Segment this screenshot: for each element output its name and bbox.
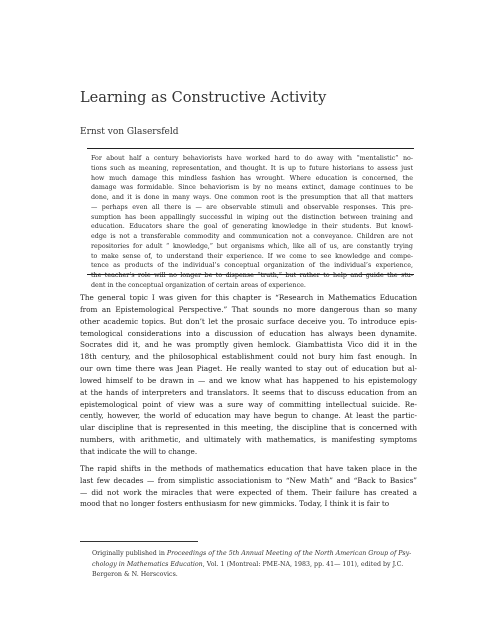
footnote-prefix: Originally published in <box>92 550 167 557</box>
abstract-line: repositories for adult “ knowledge,” but organisms which, like all of us, are constantly trying <box>91 242 413 250</box>
abstract-line: sumption has been appallingly successful in wiping out the distinction between training and <box>91 213 413 221</box>
footnote-last: Bergeron & N. Herscovics. <box>92 571 178 578</box>
author-name: Ernst von Glasersfeld <box>80 127 179 137</box>
paragraph-line: ular discipline that is represented in this meeting, the discipline that is concerned with <box>80 423 417 433</box>
paragraph-line: lowed himself to be drawn in — and we know what has happened to his epistemology <box>80 375 417 385</box>
abstract-block <box>91 154 413 291</box>
abstract-line: done, and it is done in many ways. One common root is the presumption that all that matters <box>91 194 413 201</box>
abstract-line: to make sense of, to understand their experience. If we come to see knowledge and compe- <box>91 252 413 260</box>
abstract-bottom-rule <box>87 274 414 275</box>
paragraph-line: numbers, with arithmetic, and ultimately with mathematics, is manifesting symptoms <box>80 435 417 445</box>
abstract-line: — perhaps even all there is — are observable stimuli and observable responses. This pre- <box>91 203 413 211</box>
paragraph-line: our own time there was Jean Piaget. He really wanted to stay out of education but al- <box>80 364 417 374</box>
abstract-line: edge is not a transferable commodity and communication not a conveyance. Children are not <box>91 233 413 240</box>
footnote <box>92 549 414 581</box>
abstract-line: damage was formidable. Since behaviorism is by no means extinct, damage continues to be <box>91 184 413 192</box>
abstract-line: For about half a century behaviorists have worked hard to do away with “mentalistic” no- <box>91 155 413 162</box>
paragraph-line: The general topic I was given for this chapter is “Research in Mathematics Education <box>80 293 417 302</box>
abstract-line: tions such as meaning, representation, and thought. It is up to future historians to assess just <box>91 164 413 172</box>
abstract-top-rule <box>87 148 414 149</box>
paragraph-line: The rapid shifts in the methods of mathematics education that have taken place in the <box>80 463 417 473</box>
abstract-line: tence as products of the individual’s conceptual organization of the individual’s experience, <box>91 262 413 270</box>
footnote-suffix: , Vol. 1 (Montreal: PME-NA, 1983, pp. 41— 101), edited by J.C. <box>202 560 404 568</box>
paragraph-line: that indicate the will to change. <box>80 446 198 456</box>
paragraph-line: mood that no longer fosters enthusiasm for new gimmicks. Today, I think it is fair to <box>80 499 390 509</box>
paragraph-line: last few decades — from simplistic associationism to “New Math” and “Back to Basics” <box>80 475 417 485</box>
abstract-line: dent in the conceptual organization of certain areas of experience. <box>91 281 306 289</box>
paragraph-line: 18th century, and the philosophical establishment could not bury him fast enough. In <box>80 352 417 362</box>
abstract-line: how much damage this mindless fashion has wrought. Where education is concerned, the <box>91 174 413 182</box>
paragraph-line: at the hands of interpreters and translators. It seems that to discuss education from an <box>80 387 417 397</box>
article-title: Learning as Constructive Activity <box>80 90 327 106</box>
body-text <box>80 292 417 510</box>
paragraph-2 <box>80 463 417 510</box>
paragraph-line: cently, however, the world of education may have begun to change. At least the partic- <box>80 411 417 421</box>
abstract-line: education. Educators share the goal of generating knowledge in their students. But knowl- <box>91 223 413 231</box>
paragraph-line: temological considerations into a discussion of education has always been dynamite. <box>80 328 417 338</box>
footnote-journal: Proceedings of the 5th Annual Meeting of the North American Group of Psy- <box>166 550 412 557</box>
abstract-line: the teacher’s role will no longer be to dispense “truth,” but rather to help and guide the stu- <box>91 272 413 279</box>
footnote-journal-cont: chology in Mathematics Education <box>92 560 203 568</box>
paragraph-line: epistemological point of view was a sure way of committing intellectual suicide. Re- <box>80 399 417 409</box>
paragraph-line: from an Epistemological Perspective.” That sounds no more dangerous than so many <box>80 304 417 314</box>
footnote-rule <box>80 541 198 542</box>
paragraph-1 <box>80 292 417 458</box>
paragraph-line: other academic topics. But don’t let the prosaic surface deceive you. To introduce epis- <box>80 316 417 326</box>
paragraph-line: — did not work the miracles that were expected of them. Their failure has created a <box>80 487 417 497</box>
paragraph-line: Socrates did it, and he was promptly given hemlock. Giambattista Vico did it in the <box>80 340 417 350</box>
